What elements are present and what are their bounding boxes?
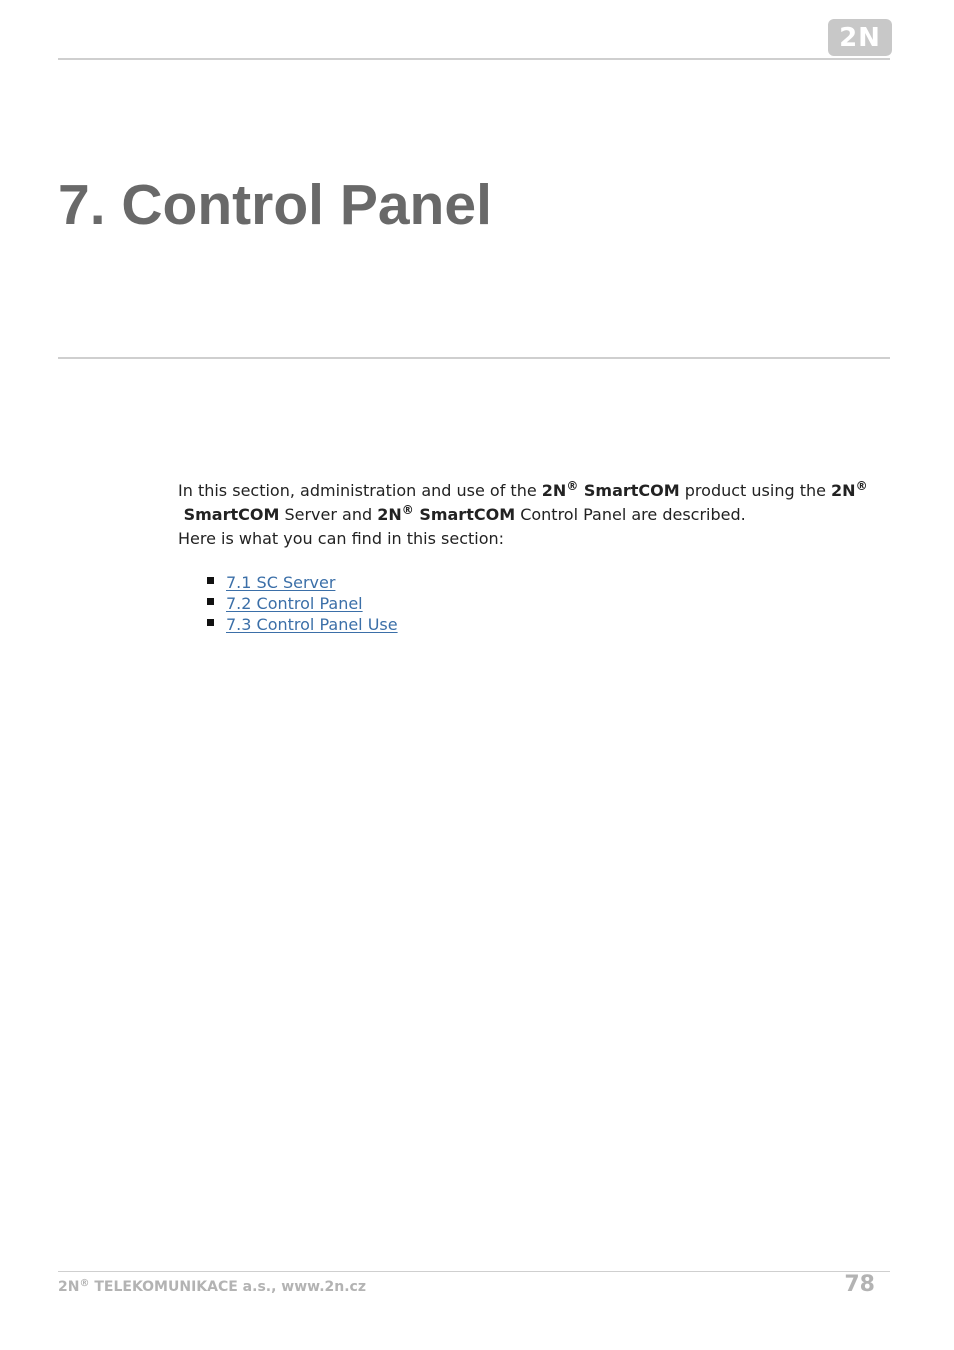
product-name: SmartCOM bbox=[183, 505, 280, 524]
product-name: SmartCOM bbox=[583, 481, 680, 500]
intro-line-1 bbox=[178, 479, 890, 527]
intro-text-1: In this section, administration and use of the bbox=[178, 481, 542, 500]
logo-text: 2N bbox=[839, 22, 881, 53]
intro-text-4: Control Panel are described. bbox=[515, 505, 746, 524]
registered-mark: ® bbox=[566, 479, 579, 493]
brand-2n bbox=[377, 505, 515, 524]
brand-text: 2N bbox=[541, 481, 567, 500]
brand-text: 2N bbox=[377, 505, 402, 524]
toc-item bbox=[206, 572, 398, 593]
toc-link-sc-server[interactable]: 7.1 SC Server bbox=[226, 573, 336, 592]
footer-company-text: TELEKOMUNIKACE a.s., www.2n.cz bbox=[89, 1279, 366, 1295]
square-bullet-icon bbox=[207, 598, 214, 605]
registered-mark: ® bbox=[401, 503, 414, 517]
title-divider bbox=[58, 357, 890, 359]
footer-company bbox=[58, 1279, 366, 1295]
footer-brand: 2N bbox=[58, 1279, 80, 1295]
footer-divider bbox=[58, 1271, 890, 1272]
intro-line-2: Here is what you can find in this section: bbox=[178, 529, 505, 548]
section-toc-list bbox=[206, 572, 398, 635]
page-number: 78 bbox=[844, 1272, 875, 1297]
header-divider bbox=[58, 58, 890, 60]
intro-text-2: product using the bbox=[679, 481, 832, 500]
registered-mark: ® bbox=[855, 479, 868, 493]
company-logo bbox=[828, 19, 892, 56]
footer-registered-mark: ® bbox=[79, 1278, 90, 1289]
square-bullet-icon bbox=[207, 619, 214, 626]
toc-link-control-panel-use[interactable]: 7.3 Control Panel Use bbox=[226, 615, 398, 634]
toc-item bbox=[206, 614, 398, 635]
product-name: SmartCOM bbox=[419, 505, 516, 524]
square-bullet-icon bbox=[207, 577, 214, 584]
toc-link-control-panel[interactable]: 7.2 Control Panel bbox=[226, 594, 363, 613]
intro-text-3: Server and bbox=[279, 505, 378, 524]
chapter-title: 7. Control Panel bbox=[58, 173, 492, 237]
intro-paragraph bbox=[178, 479, 890, 551]
brand-text: 2N bbox=[831, 481, 856, 500]
brand-2n bbox=[542, 481, 680, 500]
toc-item bbox=[206, 593, 398, 614]
